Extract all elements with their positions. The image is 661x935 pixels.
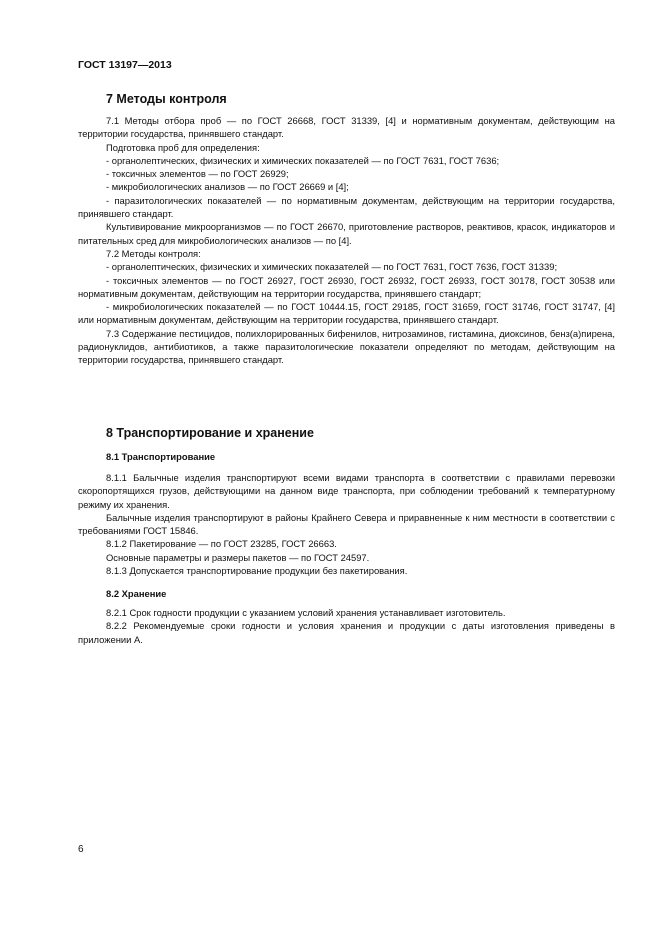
- document-code: ГОСТ 13197—2013: [78, 59, 172, 71]
- list-item: - микробиологических анализов — по ГОСТ 26669 и [4];: [106, 181, 349, 193]
- paragraph-8-2-2: 8.2.2 Рекомендуемые сроки годности и условия хранения и продукции с даты изготовления приведены в приложении А.: [78, 620, 615, 645]
- section-8-heading: 8 Транспортирование и хранение: [106, 426, 314, 440]
- paragraph-8-1-3: 8.1.3 Допускается транспортирование продукции без пакетирования.: [106, 565, 408, 577]
- paragraph: Балычные изделия транспортируют в районы Крайнего Севера и приравненные к ним местности в соответствии с требованиями ГОСТ 15846.: [78, 511, 615, 537]
- paragraph: Культивирование микроорганизмов — по ГОСТ 26670, приготовление растворов, реактивов, красок, индикаторов и питательных сред для микробиологических анализов — по [4].: [78, 221, 615, 246]
- list-item: - паразитологических показателей — по нормативным документам, действующим на территории государства, принявшего стандарт.: [78, 194, 615, 220]
- subsection-8-2-body: [78, 606, 615, 646]
- paragraph-8-2-1: 8.2.1 Срок годности продукции с указанием условий хранения устанавливает изготовитель.: [106, 607, 506, 618]
- page-number: 6: [78, 844, 84, 855]
- paragraph: Подготовка проб для определения:: [106, 141, 260, 153]
- subsection-8-2-heading: 8.2 Хранение: [106, 588, 167, 599]
- paragraph: Основные параметры и размеры пакетов — по ГОСТ 24597.: [106, 551, 370, 563]
- subsection-8-1-heading: 8.1 Транспортирование: [106, 451, 216, 462]
- subsection-8-1-body: [78, 471, 615, 577]
- list-item: - токсичных элементов — по ГОСТ 26929;: [106, 168, 289, 180]
- list-item: - органолептических, физических и химических показателей — по ГОСТ 7631, ГОСТ 7636;: [106, 154, 500, 166]
- paragraph-7-3: 7.3 Содержание пестицидов, полихлорированных бифенилов, нитрозаминов, гистамина, диоксинов, бенз(а)пирена, радионуклидов, антибиотиков, а также паразитологические показатели определяют по методам, действующим на территории государства, принявшего стандарт.: [78, 327, 615, 366]
- list-item: - органолептических, физических и химических показателей — по ГОСТ 7631, ГОСТ 7636, ГОСТ 31339;: [106, 261, 558, 273]
- paragraph-8-1-2: 8.1.2 Пакетирование — по ГОСТ 23285, ГОСТ 26663.: [106, 538, 337, 550]
- section-7-body: [78, 114, 615, 367]
- list-item: - микробиологических показателей — по ГОСТ 10444.15, ГОСТ 29185, ГОСТ 31659, ГОСТ 31746, ГОСТ 31747, [4] или нормативным документам, действующим на территории государства, принявшего стандарт.: [78, 301, 615, 326]
- list-item: - токсичных элементов — по ГОСТ 26927, ГОСТ 26930, ГОСТ 26932, ГОСТ 26933, ГОСТ 30178, ГОСТ 30538 или нормативным документам, действующим на территории государства, принявшего стандарт;: [78, 274, 615, 299]
- paragraph-8-1-1: 8.1.1 Балычные изделия транспортируют всеми видами транспорта в соответствии с правилами перевозки скоропортящихся грузов, действующими на данном виде транспорта, при соблюдении требований к температурному режиму их хранения.: [78, 472, 615, 510]
- paragraph-7-2: 7.2 Методы контроля:: [106, 247, 201, 259]
- section-7-heading: 7 Методы контроля: [106, 92, 227, 106]
- paragraph-7-1: 7.1 Методы отбора проб — по ГОСТ 26668, ГОСТ 31339, [4] и нормативным документам, действующим на территории государства, принявшего стандарт.: [78, 115, 615, 140]
